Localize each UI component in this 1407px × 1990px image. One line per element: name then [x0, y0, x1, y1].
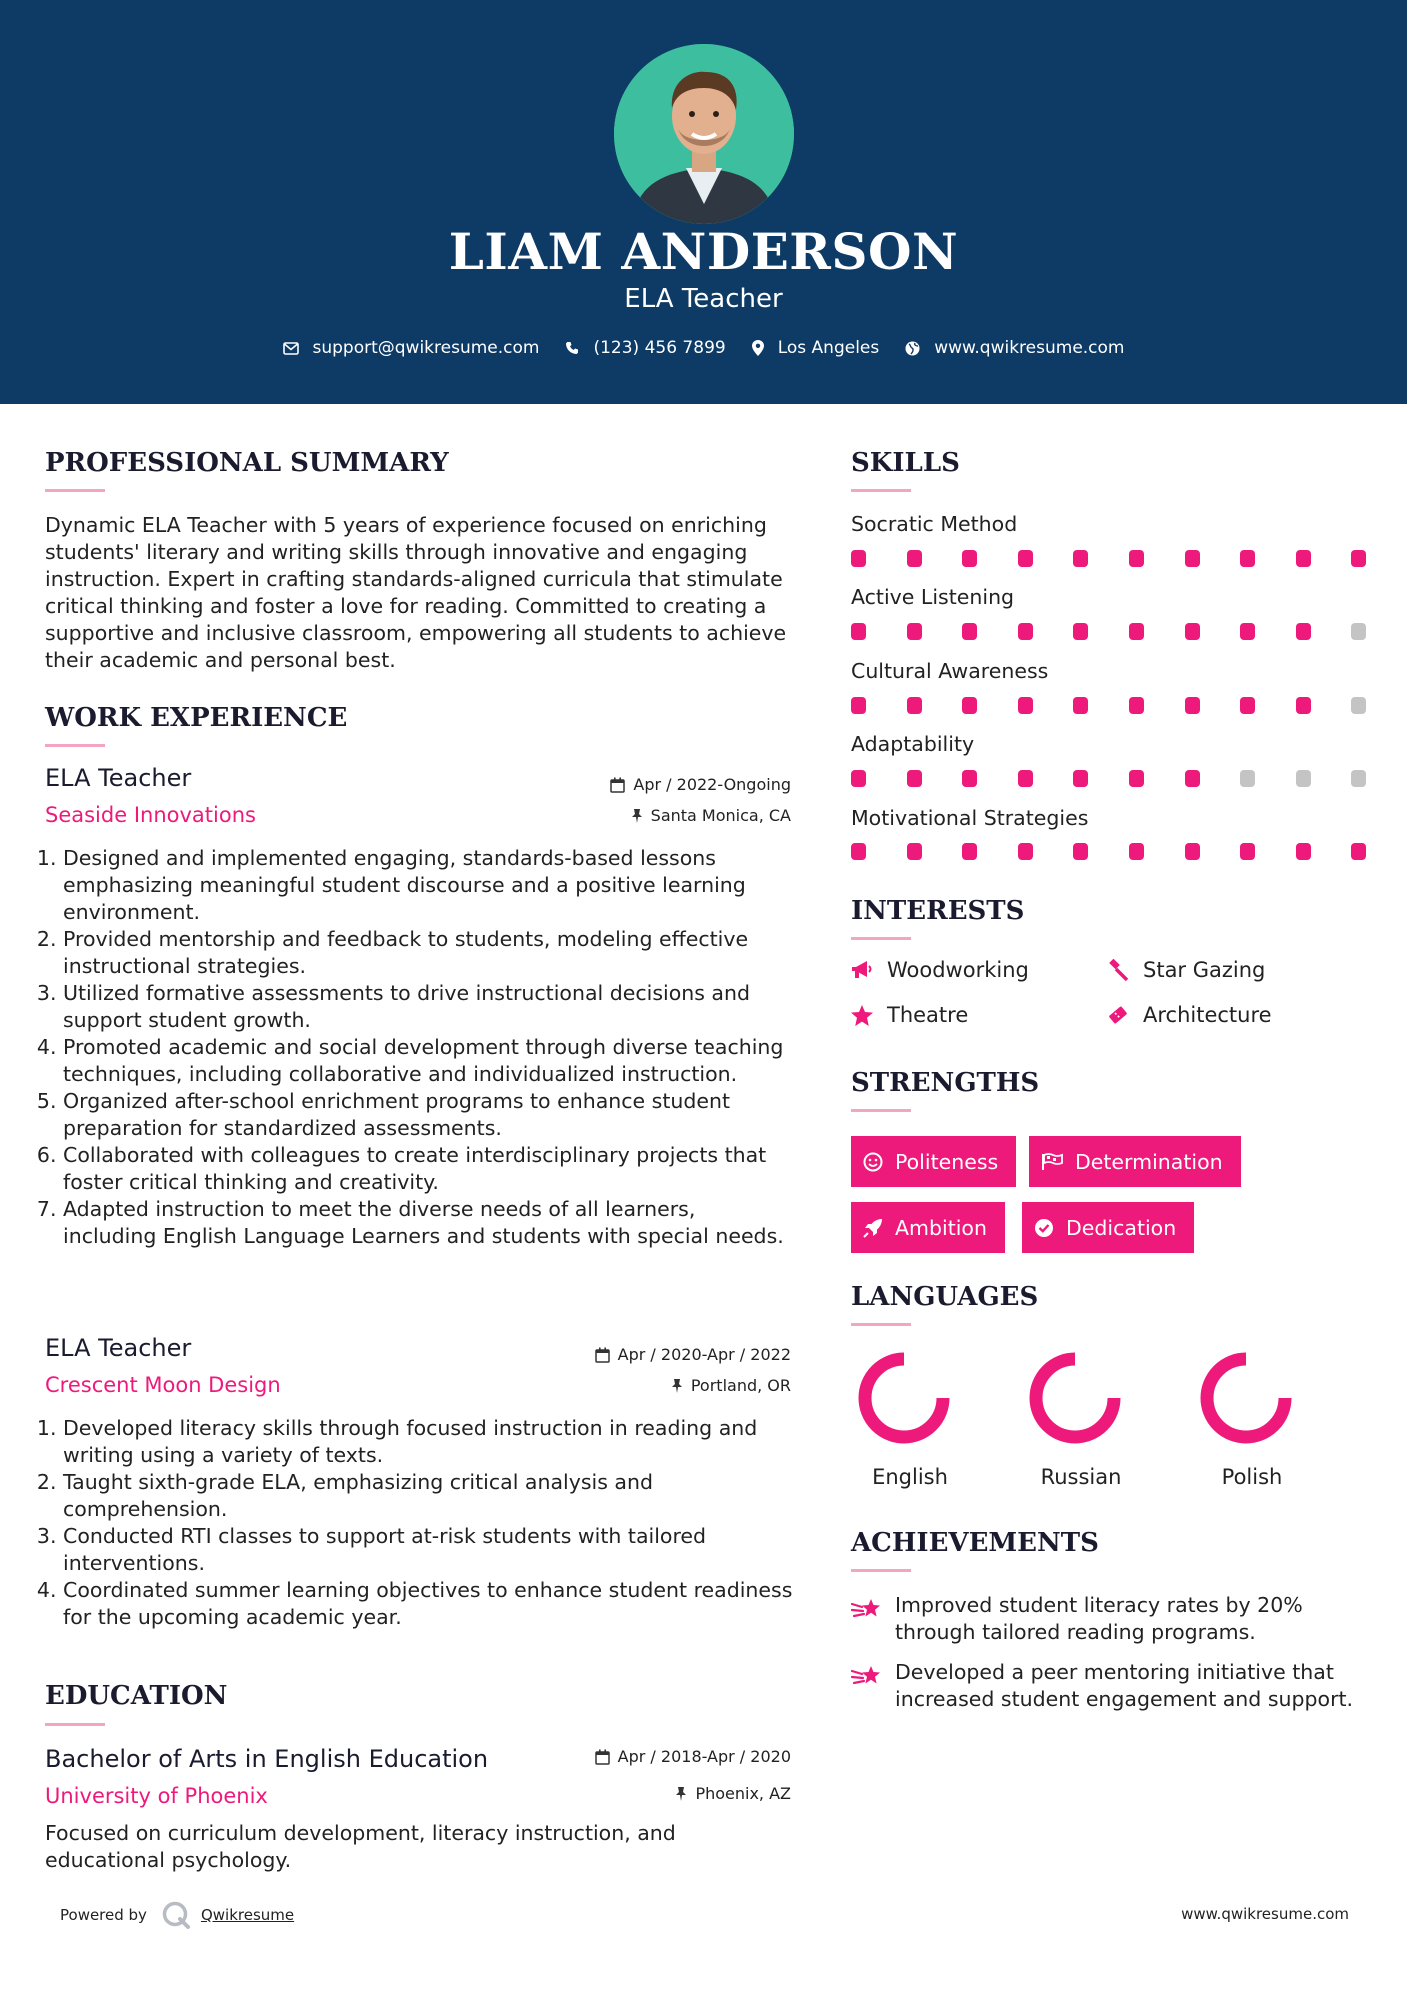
- education-description: Focused on curriculum development, literacy instruction, and educational psychology.: [45, 1821, 676, 1872]
- strength-badge: [1022, 1202, 1194, 1253]
- skill-dot-filled: [851, 770, 866, 787]
- skill-name: Adaptability: [851, 732, 975, 756]
- achievement-text: Improved student literacy rates by 20% through tailored reading programs.: [895, 1593, 1303, 1644]
- job-location: Santa Monica, CA: [440, 806, 791, 825]
- skill-dot-filled: [1129, 843, 1144, 860]
- skill-dot-filled: [851, 623, 866, 640]
- skill-name: Socratic Method: [851, 512, 1018, 536]
- strength-label: Politeness: [895, 1149, 999, 1174]
- language-level-ring: [1200, 1352, 1292, 1444]
- skill-rating: [851, 623, 1367, 641]
- skill-dot-filled: [1185, 843, 1200, 860]
- list-item: 2. Taught sixth-grade ELA, emphasizing critical analysis and comprehension.: [63, 1469, 795, 1523]
- interest-label: Architecture: [1143, 1003, 1272, 1027]
- skill-name: Motivational Strategies: [851, 806, 1089, 830]
- interest-label: Woodworking: [887, 958, 1029, 982]
- skill-dot-filled: [962, 770, 977, 787]
- skill-dot-filled: [907, 843, 922, 860]
- skill-dot-filled: [907, 697, 922, 714]
- section-underline: [45, 489, 105, 492]
- skill-dot-empty: [1351, 770, 1366, 787]
- job-location: Portland, OR: [440, 1376, 791, 1395]
- contact-location: [752, 338, 880, 358]
- skill-dot-filled: [1018, 623, 1033, 640]
- calendar-icon: [595, 1347, 610, 1363]
- language-name: Russian: [1040, 1465, 1122, 1489]
- skill-dot-filled: [1240, 697, 1255, 714]
- contact-website[interactable]: [905, 338, 1124, 358]
- section-title-summary: PROFESSIONAL SUMMARY: [45, 448, 449, 478]
- qwikresume-link[interactable]: Qwikresume: [200, 1906, 295, 1924]
- skill-rating: [851, 697, 1367, 715]
- email-text: support@qwikresume.com: [312, 338, 540, 358]
- skill-dot-empty: [1240, 770, 1255, 787]
- smile-icon: [863, 1152, 883, 1172]
- job-company: Seaside Innovations: [45, 803, 256, 827]
- section-underline: [45, 1723, 105, 1726]
- skill-dot-filled: [1073, 623, 1088, 640]
- education-school: University of Phoenix: [45, 1784, 268, 1808]
- skill-dot-filled: [1018, 697, 1033, 714]
- education-location: Phoenix, AZ: [440, 1784, 791, 1803]
- job-title: ELA Teacher: [45, 1334, 192, 1362]
- skill-dot-filled: [962, 697, 977, 714]
- phone-icon: [565, 341, 579, 355]
- skill-dot-filled: [1018, 770, 1033, 787]
- qwikresume-logo-icon: [161, 1900, 191, 1930]
- section-title-interests: INTERESTS: [851, 896, 1025, 926]
- contact-phone[interactable]: [565, 338, 725, 358]
- skill-dot-filled: [1185, 623, 1200, 640]
- list-item: 7. Adapted instruction to meet the diverse needs of all learners, including English Language Learners and students with special needs.: [63, 1196, 795, 1250]
- skill-dot-filled: [1129, 550, 1144, 567]
- website-text: www.qwikresume.com: [934, 338, 1125, 358]
- language-name: Polish: [1221, 1465, 1283, 1489]
- skill-dot-filled: [1240, 623, 1255, 640]
- skill-dot-filled: [1129, 770, 1144, 787]
- job-responsibilities: [45, 845, 795, 1250]
- skill-dot-empty: [1296, 770, 1311, 787]
- calendar-icon: [595, 1749, 610, 1765]
- job-title: ELA Teacher: [45, 764, 192, 792]
- skill-dot-filled: [1018, 843, 1033, 860]
- list-item: 6. Collaborated with colleagues to create interdisciplinary projects that foster critical thinking and creativity.: [63, 1142, 795, 1196]
- section-title-achievements: ACHIEVEMENTS: [851, 1528, 1099, 1558]
- list-item: 4. Coordinated summer learning objectives to enhance student readiness for the upcoming academic year.: [63, 1577, 795, 1631]
- skill-dot-filled: [1240, 550, 1255, 567]
- job-responsibilities: [45, 1415, 795, 1631]
- section-underline: [851, 489, 911, 492]
- pushpin-icon: [675, 1786, 687, 1802]
- achievement-text: Developed a peer mentoring initiative that increased student engagement and support.: [895, 1660, 1354, 1711]
- candidate-role: ELA Teacher: [624, 284, 783, 314]
- strength-badge: [851, 1202, 1005, 1253]
- skill-rating: [851, 843, 1367, 861]
- section-underline: [851, 1569, 911, 1572]
- interest-item: [851, 958, 1029, 982]
- list-item: 3. Utilized formative assessments to drive instructional decisions and support student growth.: [63, 980, 795, 1034]
- section-title-strengths: STRENGTHS: [851, 1068, 1040, 1098]
- phone-text: (123) 456 7899: [593, 338, 726, 358]
- job-date: Apr / 2022-Ongoing: [440, 775, 791, 794]
- skill-dot-filled: [1185, 770, 1200, 787]
- skill-dot-filled: [851, 843, 866, 860]
- list-item: 3. Conducted RTI classes to support at-risk students with tailored interventions.: [63, 1523, 795, 1577]
- globe-icon: [905, 341, 920, 356]
- calendar-icon: [610, 777, 625, 793]
- strength-badge: [1029, 1136, 1241, 1187]
- strength-badge: [851, 1136, 1016, 1187]
- achievement-item: [851, 1592, 1371, 1646]
- skill-dot-filled: [1185, 697, 1200, 714]
- skill-dot-filled: [1073, 770, 1088, 787]
- interest-item: [851, 1003, 968, 1027]
- skill-rating: [851, 770, 1367, 788]
- megaphone-icon: [851, 960, 873, 980]
- section-underline: [851, 1109, 911, 1112]
- section-title-education: EDUCATION: [45, 1681, 228, 1711]
- skill-dot-filled: [907, 550, 922, 567]
- skill-dot-filled: [851, 550, 866, 567]
- skill-rating: [851, 550, 1367, 568]
- skill-dot-filled: [1073, 697, 1088, 714]
- pushpin-icon: [671, 1378, 683, 1394]
- ticket-icon: [1107, 1004, 1129, 1026]
- interest-item: [1107, 958, 1265, 982]
- pushpin-icon: [631, 808, 643, 824]
- skill-name: Cultural Awareness: [851, 659, 1049, 683]
- candidate-name: LIAM ANDERSON: [448, 222, 959, 281]
- education-date: Apr / 2018-Apr / 2020: [440, 1747, 791, 1766]
- achievement-item: [851, 1659, 1371, 1713]
- section-title-experience: WORK EXPERIENCE: [45, 703, 348, 733]
- check-circle-icon: [1034, 1218, 1054, 1238]
- rocket-icon: [863, 1218, 883, 1238]
- powered-by-label: Powered by: [60, 1906, 147, 1924]
- skill-dot-filled: [1129, 697, 1144, 714]
- skill-dot-filled: [851, 697, 866, 714]
- footer-powered-by: [60, 1900, 294, 1930]
- list-item: 4. Promoted academic and social development through diverse teaching techniques, including collaborative and individualized instruction.: [63, 1034, 795, 1088]
- section-underline: [851, 937, 911, 940]
- interest-label: Theatre: [887, 1003, 969, 1027]
- strength-label: Ambition: [895, 1215, 987, 1240]
- skill-dot-filled: [962, 843, 977, 860]
- footer-website[interactable]: www.qwikresume.com: [1181, 1905, 1349, 1923]
- skill-dot-filled: [1351, 550, 1366, 567]
- job-date: Apr / 2020-Apr / 2022: [440, 1345, 791, 1364]
- map-pin-icon: [752, 340, 764, 356]
- skill-dot-filled: [1129, 623, 1144, 640]
- skill-dot-filled: [907, 770, 922, 787]
- education-degree: Bachelor of Arts in English Education: [45, 1745, 489, 1773]
- interest-label: Star Gazing: [1143, 958, 1266, 982]
- skill-dot-filled: [962, 550, 977, 567]
- skill-dot-filled: [1073, 843, 1088, 860]
- contact-email[interactable]: [283, 338, 540, 358]
- skill-dot-filled: [1073, 550, 1088, 567]
- skill-dot-filled: [1351, 843, 1366, 860]
- star-icon: [851, 1005, 873, 1026]
- profile-photo: [614, 44, 794, 224]
- shooting-star-icon: [851, 1596, 883, 1622]
- shooting-star-icon: [851, 1663, 883, 1689]
- skill-dot-filled: [1018, 550, 1033, 567]
- strength-label: Determination: [1075, 1149, 1223, 1174]
- envelope-icon: [283, 342, 299, 355]
- list-item: 1. Designed and implemented engaging, standards-based lessons emphasizing meaningful student discourse and a positive learning environment.: [63, 845, 795, 926]
- gavel-icon: [1107, 959, 1129, 981]
- skill-dot-empty: [1351, 623, 1366, 640]
- section-title-languages: LANGUAGES: [851, 1282, 1039, 1312]
- list-item: 5. Organized after-school enrichment programs to enhance student preparation for standardized assessments.: [63, 1088, 795, 1142]
- summary-text: Dynamic ELA Teacher with 5 years of experience focused on enriching students' literary and writing skills through innovative and engaging instruction. Expert in crafting standards-aligned curricula that stimulate critical thinking and foster a love for reading. Committed to creating a supportive and inclusive classroom, empowering all students to achieve their academic and personal best.: [45, 513, 787, 672]
- skill-dot-filled: [962, 623, 977, 640]
- skill-dot-filled: [1296, 623, 1311, 640]
- language-level-ring: [1029, 1352, 1121, 1444]
- resume-header: [0, 0, 1407, 404]
- person-avatar-icon: [614, 44, 794, 224]
- skill-dot-filled: [1240, 843, 1255, 860]
- strength-label: Dedication: [1066, 1215, 1177, 1240]
- interest-item: [1107, 1003, 1272, 1027]
- section-underline: [45, 744, 105, 747]
- language-name: English: [872, 1465, 948, 1489]
- skill-name: Active Listening: [851, 585, 1015, 609]
- contact-bar: [0, 338, 1407, 358]
- job-company: Crescent Moon Design: [45, 1373, 281, 1397]
- skill-dot-filled: [907, 623, 922, 640]
- location-text: Los Angeles: [777, 338, 880, 358]
- flag-icon: [1041, 1153, 1063, 1171]
- skill-dot-filled: [1296, 697, 1311, 714]
- skill-dot-empty: [1351, 697, 1366, 714]
- section-underline: [851, 1323, 911, 1326]
- skill-dot-filled: [1296, 843, 1311, 860]
- list-item: 1. Developed literacy skills through focused instruction in reading and writing using a variety of texts.: [63, 1415, 795, 1469]
- skill-dot-filled: [1296, 550, 1311, 567]
- list-item: 2. Provided mentorship and feedback to students, modeling effective instructional strategies.: [63, 926, 795, 980]
- skill-dot-filled: [1185, 550, 1200, 567]
- language-level-ring: [858, 1352, 950, 1444]
- section-title-skills: SKILLS: [851, 448, 960, 478]
